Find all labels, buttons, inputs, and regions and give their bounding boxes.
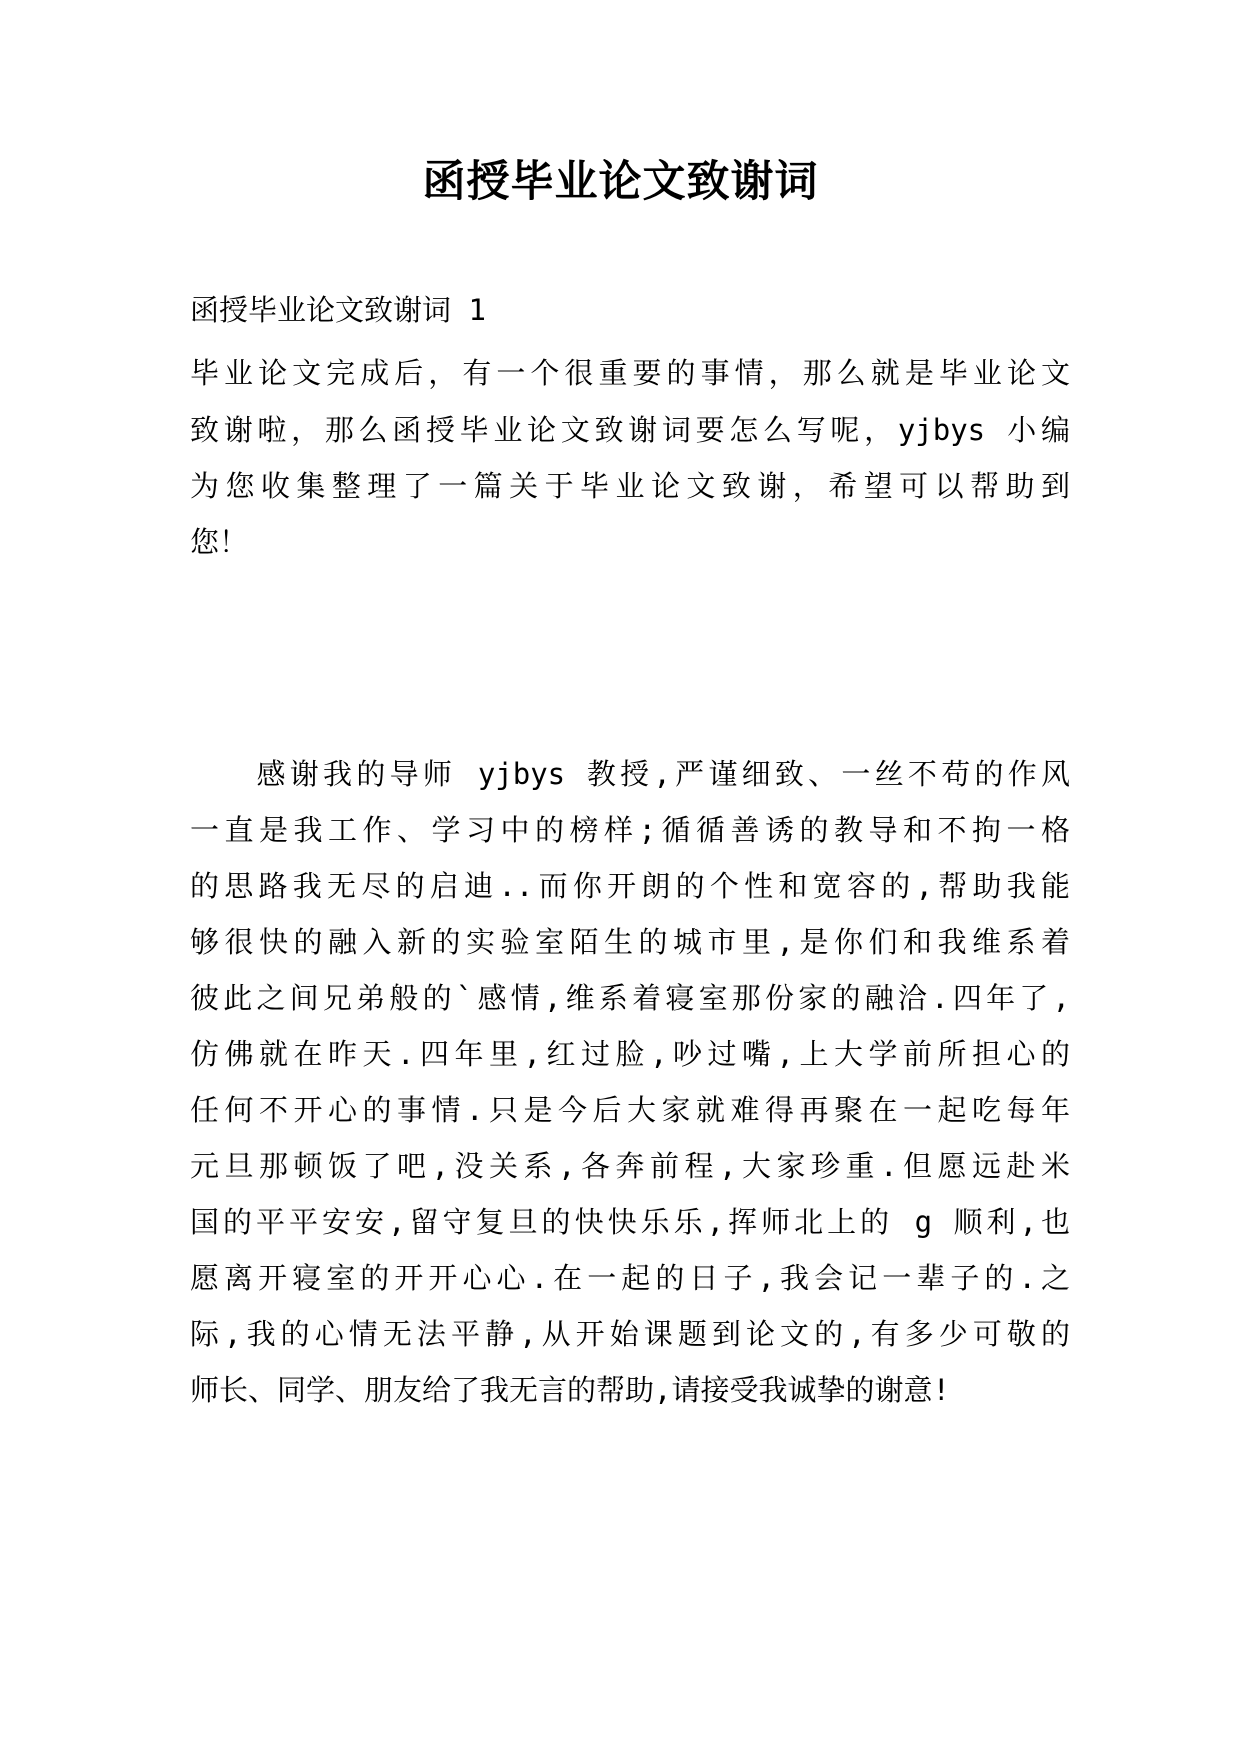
intro-line: 为您收集整理了一篇关于毕业论文致谢，希望可以帮助到 [190, 469, 1070, 503]
body-line: 够很快的融入新的实验室陌生的城市里,是你们和我维系着 [190, 925, 1070, 959]
body-line: 国的平平安安,留守复旦的快快乐乐,挥师北上的 g 顺利,也 [190, 1205, 1070, 1239]
intro-line: 致谢啦，那么函授毕业论文致谢词要怎么写呢，yjbys 小编 [190, 413, 1070, 447]
intro-line: 毕业论文完成后，有一个很重要的事情，那么就是毕业论文 [190, 356, 1070, 390]
body-line: 彼此之间兄弟般的`感情,维系着寝室那份家的融洽.四年了, [190, 981, 1070, 1015]
body-line: 感谢我的导师 yjbys 教授,严谨细致、一丝不苟的作风 [190, 757, 1070, 791]
intro-line: 您！ [190, 525, 249, 559]
body-line: 任何不开心的事情.只是今后大家就难得再聚在一起吃每年 [190, 1093, 1070, 1127]
body-line: 仿佛就在昨天.四年里,红过脸,吵过嘴,上大学前所担心的 [190, 1037, 1070, 1071]
body-line: 师长、同学、朋友给了我无言的帮助,请接受我诚挚的谢意! [190, 1373, 950, 1407]
body-line: 愿离开寝室的开开心心.在一起的日子,我会记一辈子的.之 [190, 1261, 1070, 1295]
document-title: 函授毕业论文致谢词 [422, 157, 819, 207]
body-line: 际,我的心情无法平静,从开始课题到论文的,有多少可敬的 [190, 1317, 1070, 1351]
body-line: 一直是我工作、学习中的榜样;循循善诱的教导和不拘一格 [190, 813, 1070, 847]
section-subheading: 函授毕业论文致谢词 1 [190, 293, 486, 327]
body-line: 元旦那顿饭了吧,没关系,各奔前程,大家珍重.但愿远赴米 [190, 1149, 1070, 1183]
body-line: 的思路我无尽的启迪..而你开朗的个性和宽容的,帮助我能 [190, 869, 1070, 903]
